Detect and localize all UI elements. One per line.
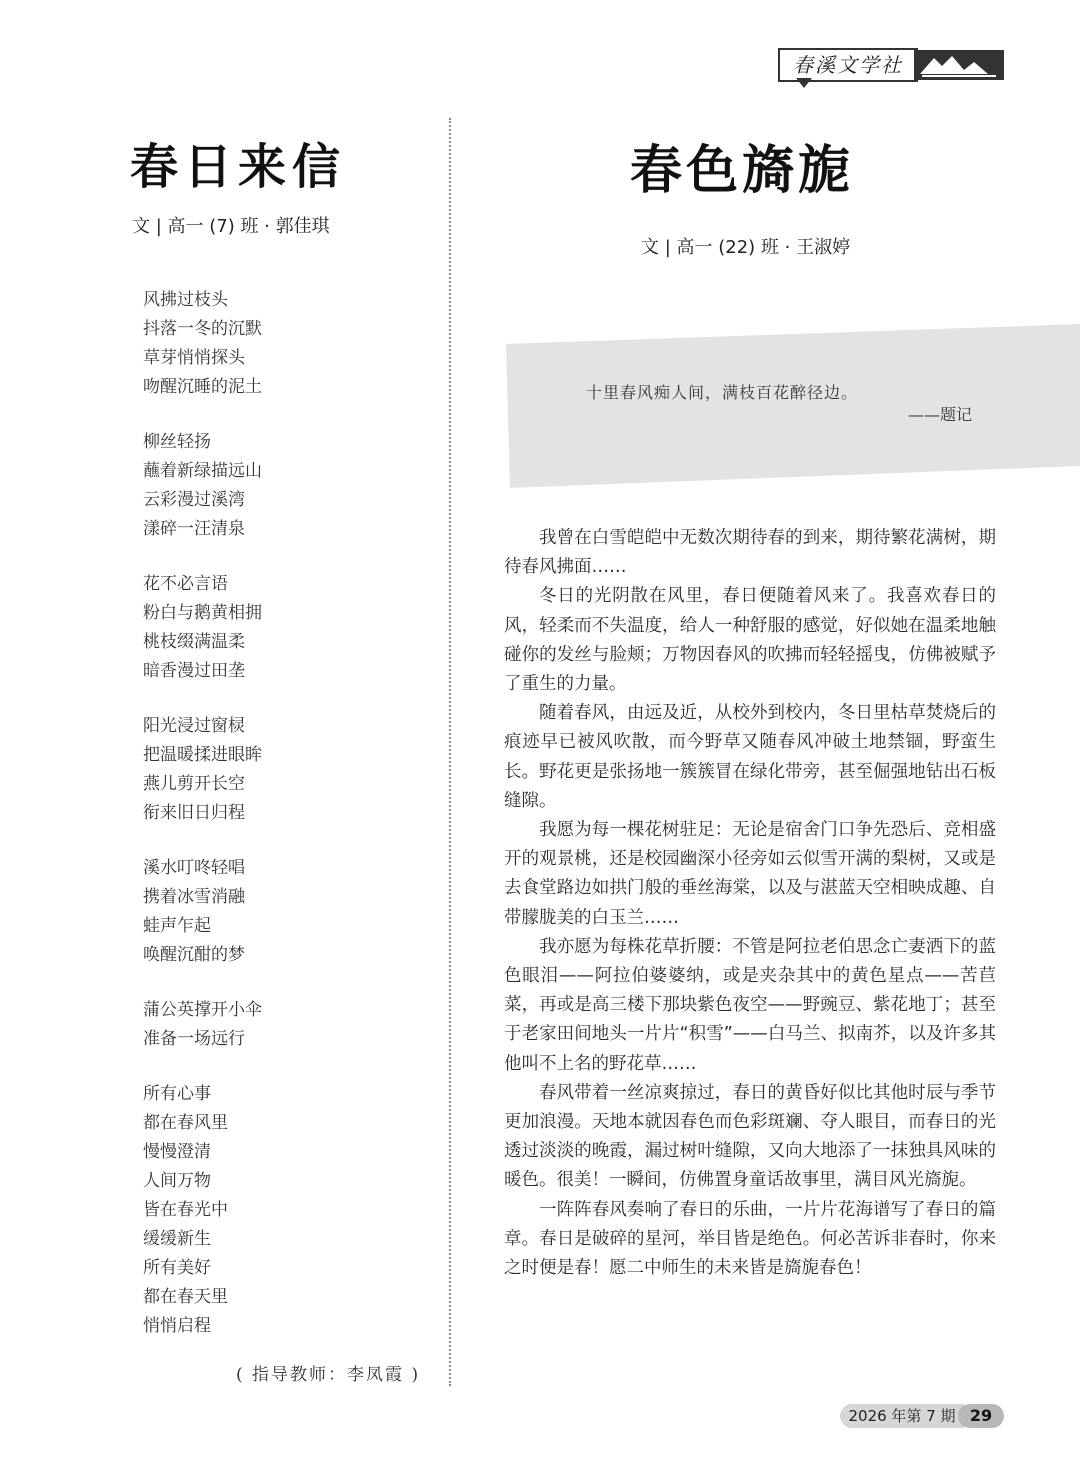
poem-stanza [143,996,403,1054]
epigraph-sign: ——题记 [908,405,973,424]
poem-line: 云彩漫过溪湾 [143,490,245,510]
poem-line: 暗香漫过田垄 [143,661,245,681]
poem-line: 缓缓新生 [143,1229,211,1249]
poem-stanza [143,286,403,402]
poem-line: 把温暖揉进眼眸 [143,745,262,765]
poem-line: 蒲公英撑开小伞 [143,1000,262,1020]
essay-paragraph: 随着春风，由远及近，从校外到校内，冬日里枯草焚烧后的痕迹早已被风吹散，而今野草又随春风冲破土地禁锢，野蛮生长。野花更是张扬地一簇簇冒在绿化带旁，甚至倔强地钻出石板缝隙。 [504,703,996,811]
issue-label: 2026 年第 7 期 [840,1404,964,1428]
epigraph-background [506,324,1080,488]
poem-stanza [143,1080,403,1341]
essay-paragraph: 一阵阵春风奏响了春日的乐曲，一片片花海谱写了春日的篇章。春日是破碎的星河，举目皆是绝色。何必苦诉非春时，你来之时便是春！愿二中师生的未来皆是旖旎春色！ [504,1199,996,1279]
badge-text: 春溪文学社 [778,48,918,82]
essay-byline: 文 | 高一 (22) 班 · 王淑婷 [641,237,851,258]
poem-line: 都在春风里 [143,1113,228,1133]
poem-line: 漾碎一汪清泉 [143,519,245,539]
poem-stanza [143,428,403,544]
essay-body [504,524,996,1283]
poem-line: 蛙声乍起 [143,916,211,936]
poem-body [143,286,403,1367]
poem-line: 所有美好 [143,1258,211,1278]
poem-line: 携着冰雪消融 [143,887,245,907]
essay-paragraph: 我愿为每一棵花树驻足：无论是宿舍门口争先恐后、竞相盛开的观景桃，还是校园幽深小径旁如云似雪开满的梨树，又或是去食堂路边如拱门般的垂丝海棠，以及与湛蓝天空相映成趣、自带朦胧美的白玉兰…… [504,820,996,928]
poem-line: 所有心事 [143,1084,211,1104]
epigraph-box [506,324,1080,488]
poem-line: 唤醒沉酣的梦 [143,945,245,965]
poem-line: 抖落一冬的沉默 [143,319,262,339]
badge-band [914,50,1004,80]
page-footer [840,1404,1004,1428]
poem-line: 蘸着新绿描远山 [143,461,262,481]
poem-stanza [143,854,403,970]
epigraph-text: 十里春风痴人间，满枝百花醉径边。 [586,383,859,402]
magazine-badge [778,48,1004,84]
essay-paragraph: 春风带着一丝凉爽掠过，春日的黄昏好似比其他时辰与季节更加浪漫。天地本就因春色而色彩斑斓、夺人眼目，而春日的光透过淡淡的晚霞，漏过树叶缝隙，又向大地添了一抹独具风味的暖色。很美！一瞬间，仿佛置身童话故事里，满目风光旖旎。 [504,1082,996,1191]
poem-byline: 文 | 高一 (7) 班 · 郭佳琪 [132,216,330,237]
poem-line: 悄悄启程 [143,1316,211,1336]
poem-line: 燕儿剪开长空 [143,774,245,794]
poem-line: 柳丝轻扬 [143,432,211,452]
essay-title: 春色旖旎 [630,140,855,201]
poem-line: 人间万物 [143,1171,211,1191]
essay-paragraph: 冬日的光阴散在风里，春日便随着风来了。我喜欢春日的风，轻柔而不失温度，给人一种舒服的感觉，好似她在温柔地触碰你的发丝与脸颊；万物因春风的吹拂而轻轻摇曳，仿佛被赋予了重生的力量。 [504,586,996,695]
poem-line: 衔来旧日归程 [143,803,245,823]
essay-paragraph: 我曾在白雪皑皑中无数次期待春的到来，期待繁花满树，期待春风拂面…… [504,528,996,578]
essay-paragraph: 我亦愿为每株花草折腰：不管是阿拉老伯思念亡妻洒下的蓝色眼泪——阿拉伯婆婆纳，或是夹杂其中的黄色星点——苦苣菜，再或是高三楼下那块紫色夜空——野豌豆、紫花地丁；甚至于老家田间地头一片片“积雪”——白马兰、拟南芥，以及许多其他叫不上名的野花草…… [504,936,996,1074]
poem-stanza [143,712,403,828]
poem-line: 都在春天里 [143,1287,228,1307]
mountain-icon [918,52,1000,78]
poem-stanza [143,570,403,686]
teacher-credit: ( 指导教师：李凤霞 ) [236,1365,421,1385]
poem-line: 溪水叮咚轻唱 [143,858,245,878]
poem-line: 阳光浸过窗棂 [143,716,245,736]
page-number: 29 [958,1404,1004,1428]
poem-line: 花不必言语 [143,574,228,594]
badge-tail [796,78,812,88]
poem-line: 草芽悄悄探头 [143,348,245,368]
poem-line: 桃枝缀满温柔 [143,632,245,652]
poem-line: 风拂过枝头 [143,290,228,310]
poem-line: 吻醒沉睡的泥土 [143,377,262,397]
poem-line: 准备一场远行 [143,1029,245,1049]
poem-line: 慢慢澄清 [143,1142,211,1162]
poem-title: 春日来信 [130,139,347,195]
poem-line: 粉白与鹅黄相拥 [143,603,262,623]
poem-line: 皆在春光中 [143,1200,228,1220]
column-divider [449,118,455,1386]
